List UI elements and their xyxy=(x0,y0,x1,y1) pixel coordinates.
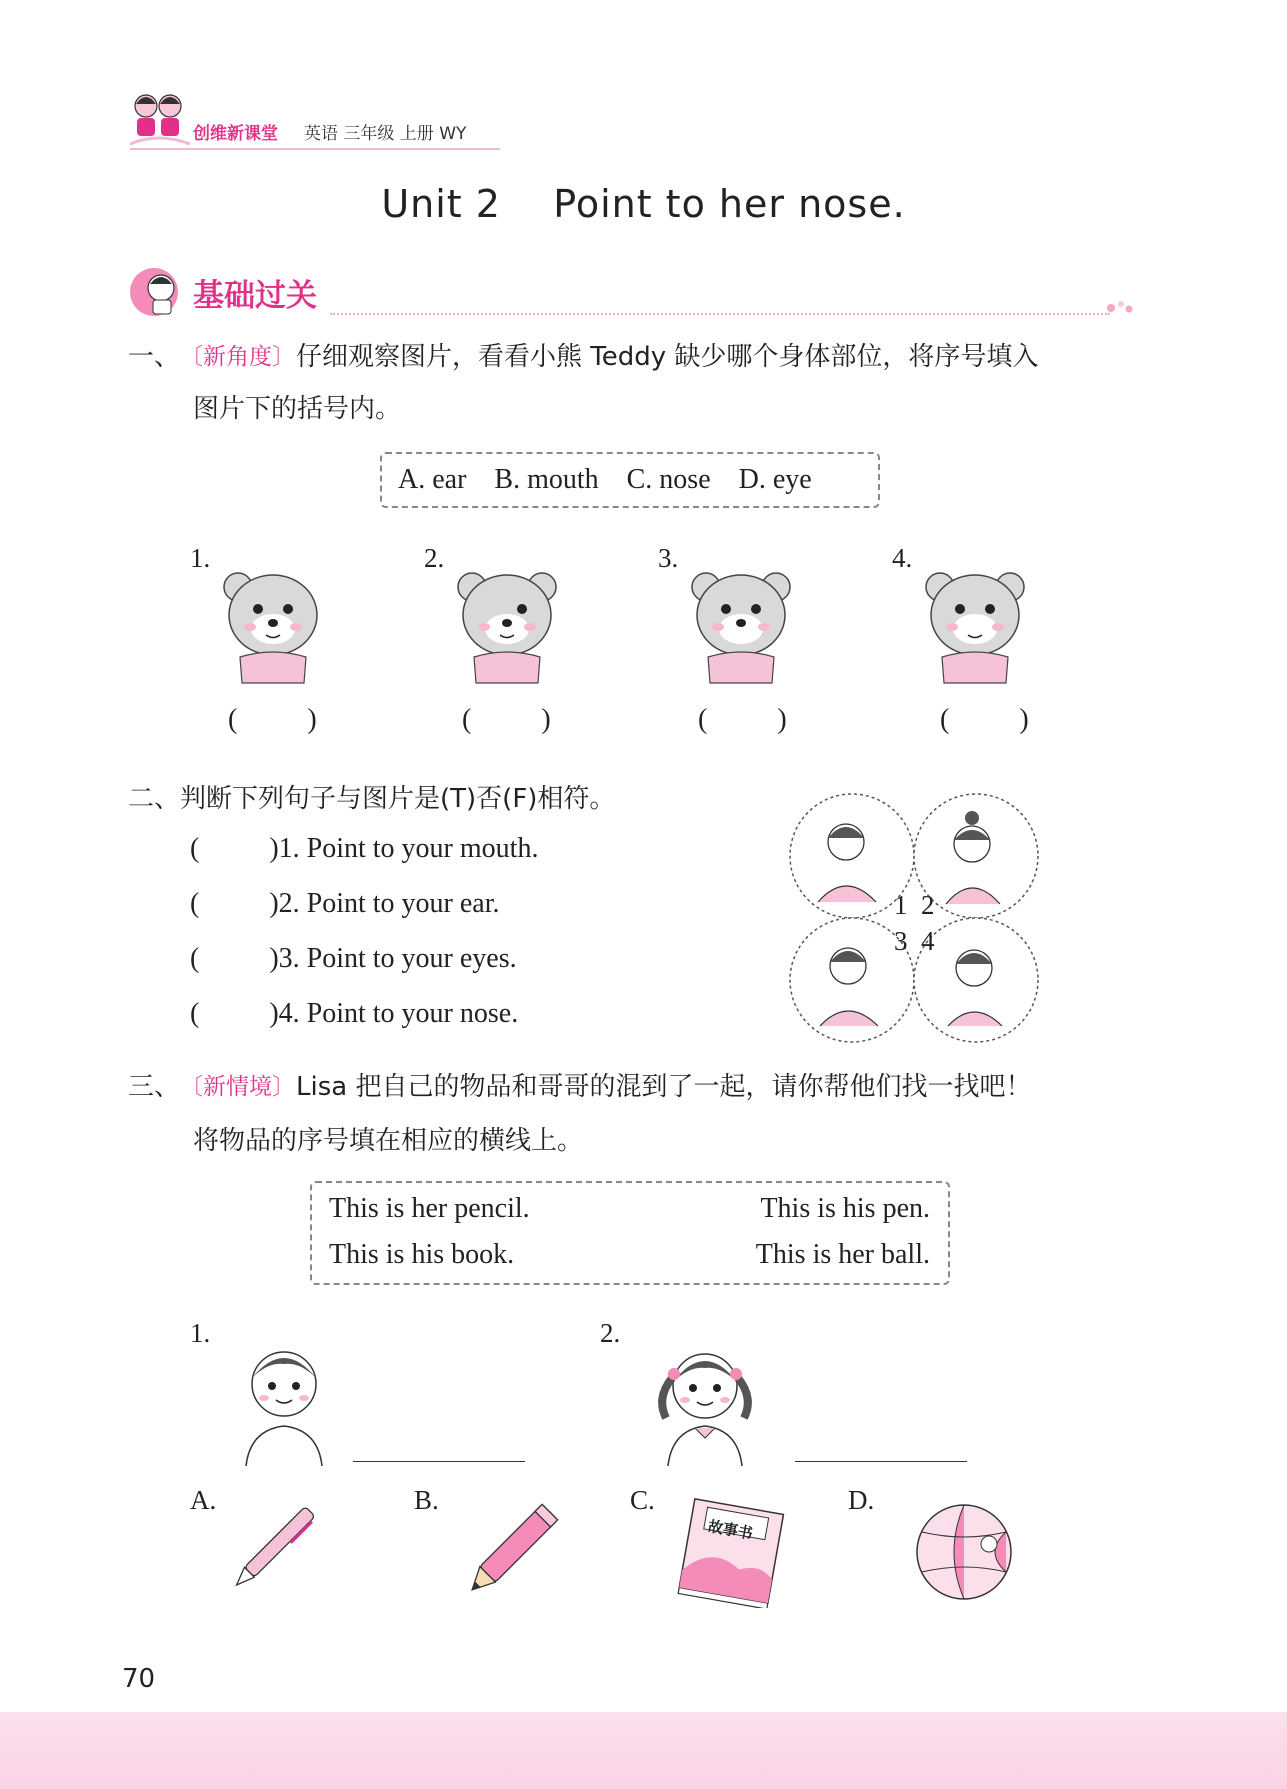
object-b-letter: B. xyxy=(414,1485,439,1515)
q1-item3-number: 3. xyxy=(658,543,679,573)
q3-instruction-line2: 将物品的序号填在相应的横线上。 xyxy=(193,1126,584,1156)
q1-item1-number: 1. xyxy=(190,543,211,573)
q3-person1-number: 1. xyxy=(190,1318,211,1348)
q1-options-text: A. ear B. mouth C. nose D. eye xyxy=(398,464,812,495)
header-brand: 创维新课堂 xyxy=(193,124,278,144)
q3-person2-number: 2. xyxy=(600,1318,621,1348)
section-dotted-rule xyxy=(330,313,1110,315)
q3-box-left-2: This is his book. xyxy=(329,1239,515,1270)
header-divider xyxy=(130,148,500,150)
header-book-info: 英语 三年级 上册 WY xyxy=(304,124,467,144)
q1-tag: 〔新角度〕 xyxy=(180,344,295,370)
q2-sentence-1[interactable]: ( )1. Point to your mouth. xyxy=(190,833,539,864)
q1-item3-answer-blank[interactable]: ( ) xyxy=(698,704,787,735)
q3-box-right-1: This is his pen. xyxy=(760,1193,930,1224)
teddy-bear-2-picture xyxy=(452,565,562,689)
q1-item2-number: 2. xyxy=(424,543,445,573)
q2-picture-label-2: 2 xyxy=(921,890,935,920)
q2-picture-label-4: 4 xyxy=(921,926,935,956)
q1-options-box xyxy=(380,452,880,508)
q3-box-left-1: This is her pencil. xyxy=(329,1193,530,1224)
header-logo xyxy=(126,88,194,148)
q1-item2-answer-blank[interactable]: ( ) xyxy=(462,704,551,735)
girl-picture xyxy=(650,1338,760,1472)
q1-instruction-line2: 图片下的括号内。 xyxy=(193,394,402,424)
boy-picture xyxy=(236,1338,332,1472)
q1-item4-number: 4. xyxy=(892,543,913,573)
q2-instruction: 判断下列句子与图片是(T)否(F)相符。 xyxy=(180,784,616,814)
q3-box-right-2: This is her ball. xyxy=(755,1239,930,1270)
pencil-picture xyxy=(456,1496,566,1610)
q2-number: 二、 xyxy=(128,784,181,814)
teddy-bear-4-picture xyxy=(920,565,1030,689)
q1-number: 一、 xyxy=(128,342,181,372)
teddy-bear-1-picture xyxy=(218,565,328,689)
section-dots-ornament xyxy=(1106,299,1134,321)
ball-picture xyxy=(914,1502,1014,1606)
q1-item1-answer-blank[interactable]: ( ) xyxy=(228,704,317,735)
q2-picture-group xyxy=(786,792,1042,1044)
object-c-letter: C. xyxy=(630,1485,655,1515)
page-number: 70 xyxy=(122,1664,156,1694)
section-banner-title: 基础过关 xyxy=(193,278,317,314)
q2-sentence-3[interactable]: ( )3. Point to your eyes. xyxy=(190,943,517,974)
unit-title: Unit 2 Point to her nose. xyxy=(381,182,906,226)
q2-picture-label-3: 3 xyxy=(894,926,908,956)
storybook-picture xyxy=(672,1498,790,1608)
q3-tag: 〔新情境〕 xyxy=(180,1074,295,1100)
pen-picture xyxy=(222,1496,322,1610)
footer-band xyxy=(0,1712,1287,1789)
teddy-bear-3-picture xyxy=(686,565,796,689)
object-d-letter: D. xyxy=(848,1485,875,1515)
q1-instruction-line1: 仔细观察图片，看看小熊 Teddy 缺少哪个身体部位，将序号填入 xyxy=(296,342,1039,372)
object-a-letter: A. xyxy=(190,1485,217,1515)
q3-answer-line-1[interactable] xyxy=(353,1461,525,1462)
q3-instruction-line1: Lisa 把自己的物品和哥哥的混到了一起，请你帮他们找一找吧！ xyxy=(296,1072,1032,1102)
section-banner-icon xyxy=(128,264,190,320)
q3-sentence-box xyxy=(310,1181,950,1285)
q2-sentence-2[interactable]: ( )2. Point to your ear. xyxy=(190,888,500,919)
storybook-title: 故事书 xyxy=(706,1517,755,1543)
q3-number: 三、 xyxy=(128,1072,181,1102)
q2-sentence-4[interactable]: ( )4. Point to your nose. xyxy=(190,998,519,1029)
q1-item4-answer-blank[interactable]: ( ) xyxy=(940,704,1029,735)
q2-picture-label-1: 1 xyxy=(894,890,908,920)
q3-answer-line-2[interactable] xyxy=(795,1461,967,1462)
